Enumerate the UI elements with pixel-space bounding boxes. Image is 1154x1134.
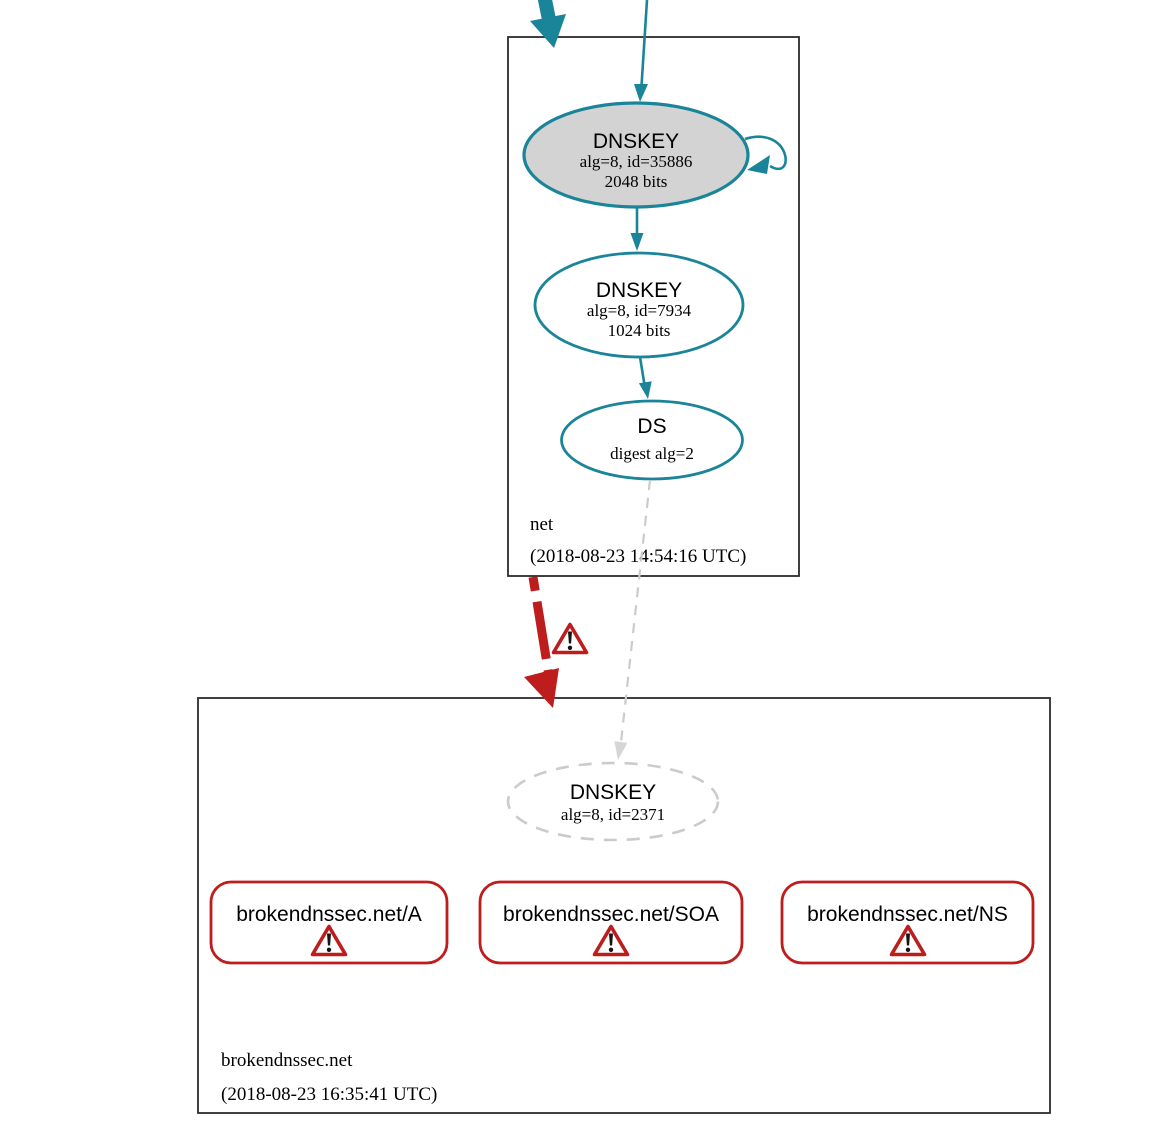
dnskey-35886-node[interactable] [524, 103, 748, 207]
dnskey-2371-node[interactable] [508, 763, 718, 840]
warning-exclamation-dot [609, 948, 613, 952]
dnskey-2371-title: DNSKEY [569, 781, 657, 804]
brokendnssec-zone-label: brokendnssec.net [221, 1050, 353, 1071]
dnskey-35886-title: DNSKEY [592, 130, 680, 153]
warning-exclamation-dot [568, 646, 572, 650]
bogus-delegation-arrow [524, 577, 559, 708]
rrset-a-node[interactable] [211, 882, 447, 963]
warning-exclamation-dot [327, 948, 331, 952]
dnskey-7934-bits: 1024 bits [607, 321, 671, 340]
ds-ellipse[interactable] [562, 401, 743, 479]
dnskey-7934-meta: alg=8, id=7934 [586, 301, 692, 320]
dnskey-35886-meta: alg=8, id=35886 [579, 152, 693, 171]
rrset-ns-node[interactable] [782, 882, 1033, 963]
rrset-ns-label: brokendnssec.net/NS [807, 903, 1008, 926]
dnskey-35886-bits: 2048 bits [604, 172, 668, 191]
rrset-soa-label: brokendnssec.net/SOA [503, 903, 719, 926]
ds-meta: digest alg=2 [610, 444, 694, 463]
dnskey-7934-title: DNSKEY [595, 279, 683, 302]
rrset-a-label: brokendnssec.net/A [236, 903, 422, 926]
bogus-delegation-shaft [533, 577, 549, 676]
rrset-soa-node[interactable] [480, 882, 742, 963]
net-zone-label: net [530, 514, 554, 535]
dnskey-2371-meta: alg=8, id=2371 [560, 805, 666, 824]
net-zone-timestamp: (2018-08-23 14:54:16 UTC) [530, 546, 747, 567]
brokendnssec-zone-timestamp: (2018-08-23 16:35:41 UTC) [221, 1084, 438, 1105]
ds-node[interactable] [562, 401, 743, 479]
warning-icon[interactable] [554, 625, 587, 653]
warning-exclamation-dot [906, 948, 910, 952]
dnskey-7934-node[interactable] [535, 253, 743, 357]
ds-title: DS [637, 415, 667, 438]
